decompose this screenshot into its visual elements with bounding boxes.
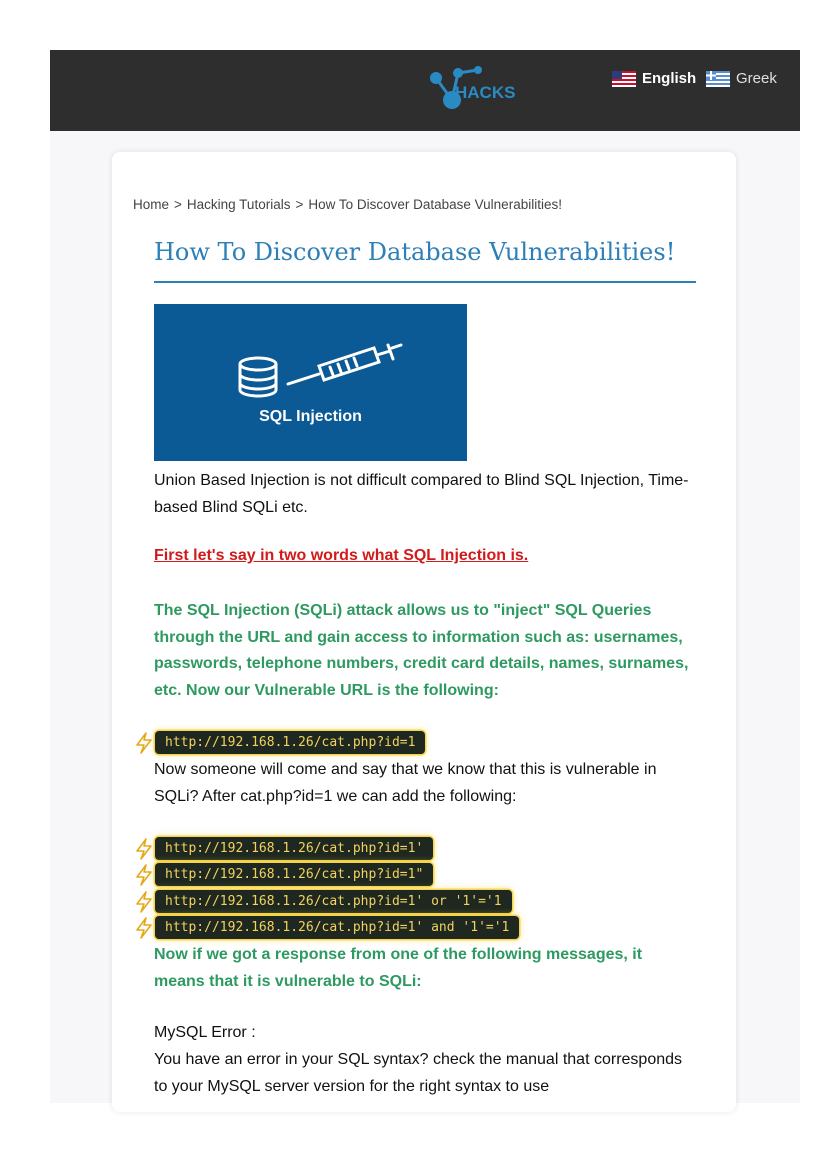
sqli-definition: The SQL Injection (SQLi) attack allows us to "inject" SQL Queries through the URL and gain access to information such as: usernames, passwords, telephone numbers, credit card details, names, surnames, etc. Now our Vulnerable URL is the following: xyxy=(154,602,689,699)
logo-text: HACKS xyxy=(455,83,516,102)
greek-flag-icon xyxy=(706,71,730,87)
site-header xyxy=(50,50,800,131)
lightning-icon xyxy=(135,864,153,886)
url-code-line xyxy=(135,916,519,939)
test-url: http://192.168.1.26/cat.php?id=1" xyxy=(155,863,433,886)
url-code-line xyxy=(135,837,433,860)
test-url: http://192.168.1.26/cat.php?id=1' or '1'='1 xyxy=(155,890,512,913)
breadcrumb-separator: > xyxy=(174,197,182,212)
language-english-label[interactable]: English xyxy=(642,70,697,87)
page-title: How To Discover Database Vulnerabilities! xyxy=(154,238,676,266)
breadcrumb-current: How To Discover Database Vulnerabilities! xyxy=(308,197,562,212)
vulnerable-url: http://192.168.1.26/cat.php?id=1 xyxy=(155,731,425,754)
follow-up-paragraph: Now someone will come and say that we know that this is vulnerable in SQLi? After cat.php?id=1 we can add the following: xyxy=(154,761,657,805)
breadcrumb xyxy=(133,197,562,212)
us-flag-icon xyxy=(612,71,636,87)
lightning-icon xyxy=(135,917,153,939)
title-divider xyxy=(154,281,696,283)
database-icon xyxy=(240,358,276,396)
hero-image xyxy=(154,304,467,461)
breadcrumb-hacking-tutorials[interactable]: Hacking Tutorials xyxy=(186,197,291,212)
url-code-line xyxy=(135,890,512,913)
red-heading: First let's say in two words what SQL Injection is. xyxy=(154,547,529,564)
intro-paragraph: Union Based Injection is not difficult compared to Blind SQL Injection, Time-based Blind SQLi etc. xyxy=(154,472,689,516)
test-url: http://192.168.1.26/cat.php?id=1' and '1'='1 xyxy=(155,916,519,939)
mysql-error-label: MySQL Error : xyxy=(154,1024,256,1041)
language-greek[interactable] xyxy=(706,70,777,87)
language-greek-label[interactable]: Greek xyxy=(736,70,777,87)
url-code-line xyxy=(135,863,433,886)
lightning-icon xyxy=(135,891,153,913)
lightning-icon xyxy=(135,732,153,754)
url-code-line xyxy=(135,731,425,754)
syringe-icon xyxy=(288,345,401,384)
hacks-logo[interactable] xyxy=(420,60,530,120)
breadcrumb-home[interactable]: Home xyxy=(133,197,170,212)
sql-injection-illustration xyxy=(154,304,467,461)
lightning-icon xyxy=(135,838,153,860)
breadcrumb-separator: > xyxy=(295,197,304,212)
vulnerability-response-note: Now if we got a response from one of the following messages, it means that it is vulnerable to SQLi: xyxy=(154,946,643,990)
test-url: http://192.168.1.26/cat.php?id=1' xyxy=(155,837,433,860)
hero-caption: SQL Injection xyxy=(259,408,362,425)
language-english[interactable] xyxy=(612,70,696,87)
mysql-error-message: You have an error in your SQL syntax? check the manual that corresponds to your MySQL server version for the right syntax to use xyxy=(154,1051,683,1095)
